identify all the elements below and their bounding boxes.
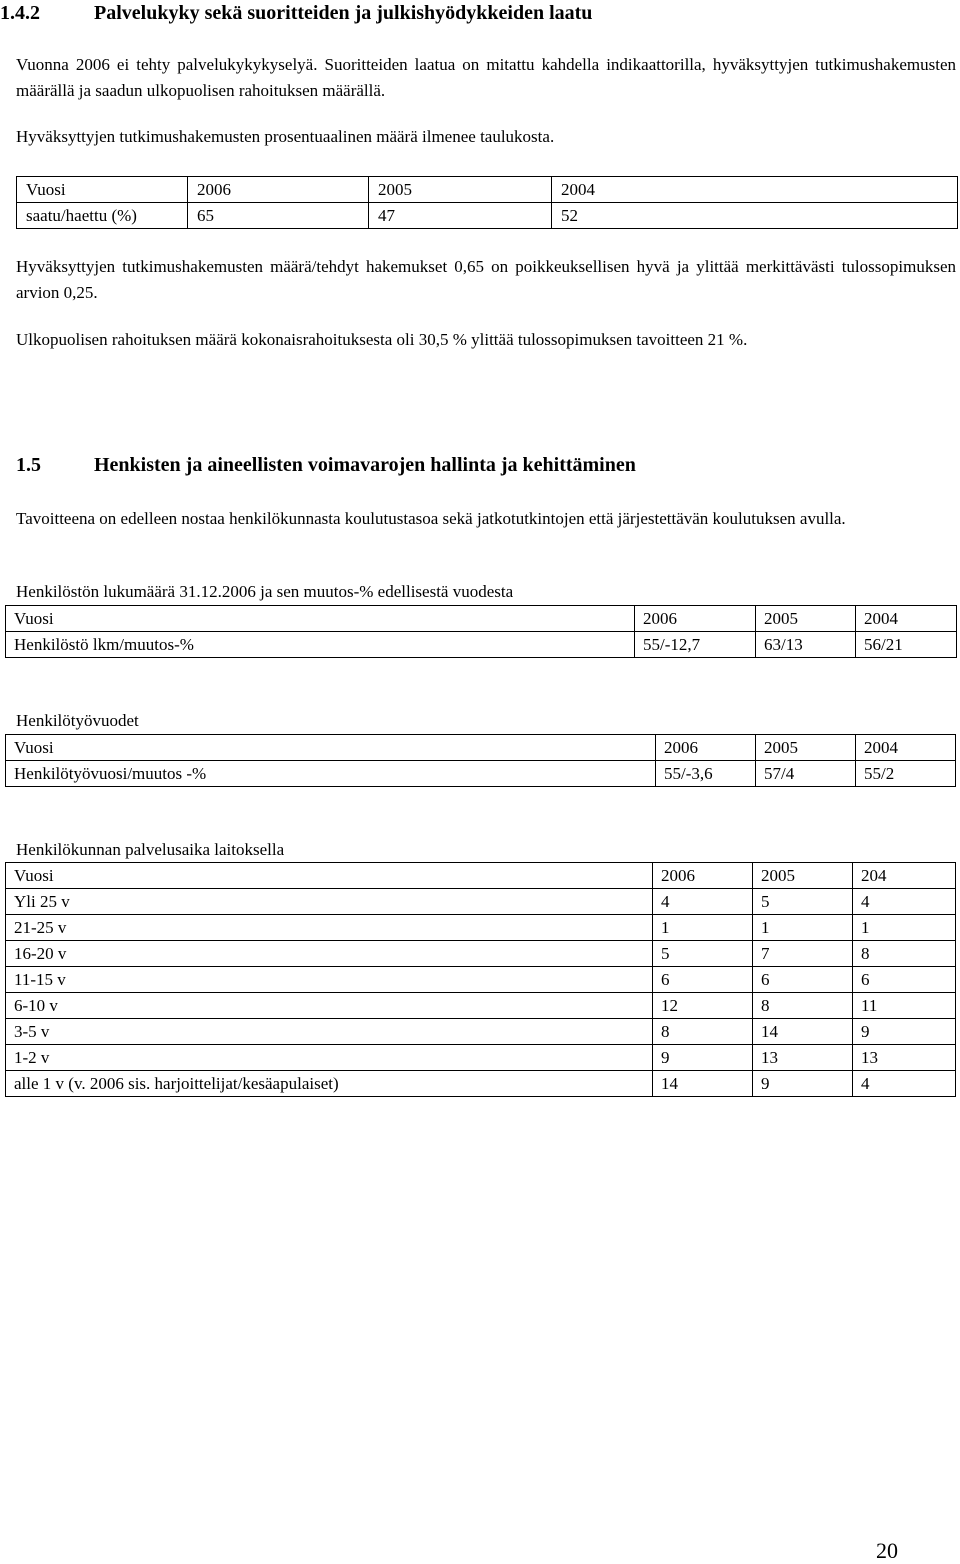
paragraph: Tavoitteena on edelleen nostaa henkilökunnasta koulutustasoa sekä jatkotutkintojen että järjestettävän koulutuksen avulla. bbox=[16, 509, 846, 528]
table-cell: 2005 bbox=[756, 606, 856, 632]
table-cell: 3-5 v bbox=[6, 1019, 653, 1045]
table-cell: 16-20 v bbox=[6, 941, 653, 967]
table-cell: 55/2 bbox=[856, 761, 956, 787]
table-cell: Vuosi bbox=[6, 863, 653, 889]
table-caption: Henkilöstön lukumäärä 31.12.2006 ja sen muutos-% edellisestä vuodesta bbox=[16, 582, 514, 601]
table-cell: 55/-12,7 bbox=[635, 632, 756, 658]
table-row bbox=[6, 967, 956, 993]
table-cell: 6 bbox=[753, 967, 853, 993]
service-time-table bbox=[5, 862, 956, 1097]
table-cell: 2006 bbox=[188, 177, 369, 203]
table-header-row bbox=[6, 606, 957, 632]
table-header-row bbox=[17, 177, 958, 203]
table-caption: Henkilötyövuodet bbox=[16, 711, 139, 730]
table-cell: 47 bbox=[369, 203, 552, 229]
table-cell: 204 bbox=[853, 863, 956, 889]
table-cell: 5 bbox=[753, 889, 853, 915]
table-cell: 65 bbox=[188, 203, 369, 229]
table-cell: Yli 25 v bbox=[6, 889, 653, 915]
table-cell: 4 bbox=[853, 889, 956, 915]
table-row bbox=[6, 632, 957, 658]
table-row bbox=[17, 203, 958, 229]
table-cell: 11 bbox=[853, 993, 956, 1019]
table-cell: 2006 bbox=[653, 863, 753, 889]
table-cell: Vuosi bbox=[6, 735, 656, 761]
table-cell: 9 bbox=[753, 1071, 853, 1097]
table-cell: 14 bbox=[753, 1019, 853, 1045]
section-title: Palvelukyky sekä suoritteiden ja julkishyödykkeiden laatu bbox=[94, 2, 593, 24]
table-cell: Henkilötyövuosi/muutos -% bbox=[6, 761, 656, 787]
table-row bbox=[6, 1071, 956, 1097]
table-cell: Vuosi bbox=[6, 606, 635, 632]
table-cell: 2006 bbox=[656, 735, 756, 761]
table-cell: 55/-3,6 bbox=[656, 761, 756, 787]
table-cell: 2004 bbox=[856, 606, 957, 632]
person-years-table bbox=[5, 734, 956, 787]
table-cell: 1-2 v bbox=[6, 1045, 653, 1071]
table-cell: 8 bbox=[853, 941, 956, 967]
table-cell: 2006 bbox=[635, 606, 756, 632]
table-cell: saatu/haettu (%) bbox=[17, 203, 188, 229]
table-cell: 21-25 v bbox=[6, 915, 653, 941]
table-cell: 2004 bbox=[856, 735, 956, 761]
table-cell: 2005 bbox=[756, 735, 856, 761]
table-row bbox=[6, 941, 956, 967]
table-cell: 1 bbox=[653, 915, 753, 941]
table-cell: Vuosi bbox=[17, 177, 188, 203]
table-cell: 5 bbox=[653, 941, 753, 967]
table-cell: 52 bbox=[552, 203, 958, 229]
table-cell: 4 bbox=[853, 1071, 956, 1097]
staff-count-table bbox=[5, 605, 957, 658]
table-cell: 12 bbox=[653, 993, 753, 1019]
table-cell: 7 bbox=[753, 941, 853, 967]
table-cell: 2004 bbox=[552, 177, 958, 203]
section-heading-1-4-2 bbox=[0, 1, 592, 25]
table-cell: 63/13 bbox=[756, 632, 856, 658]
paragraph: Vuonna 2006 ei tehty palvelukykykyselyä. Suoritteiden laatua on mitattu kahdella indikaattorilla, hyväksyttyjen tutkimushakemusten määrällä ja saadun ulkopuolisen rahoituksen määrällä. bbox=[16, 55, 956, 100]
table-cell: 2005 bbox=[753, 863, 853, 889]
table-cell: 1 bbox=[853, 915, 956, 941]
table-cell: 14 bbox=[653, 1071, 753, 1097]
table-header-row bbox=[6, 735, 956, 761]
table-cell: 13 bbox=[853, 1045, 956, 1071]
paragraph: Ulkopuolisen rahoituksen määrä kokonaisrahoituksesta oli 30,5 % ylittää tulossopimuksen tavoitteen 21 %. bbox=[16, 330, 748, 349]
paragraph: Hyväksyttyjen tutkimushakemusten määrä/tehdyt hakemukset 0,65 on poikkeuksellisen hyvä ja ylittää merkittävästi tulossopimuksen arvion 0,25. bbox=[16, 257, 956, 302]
table-cell: 13 bbox=[753, 1045, 853, 1071]
table-cell: 4 bbox=[653, 889, 753, 915]
table-row bbox=[6, 1019, 956, 1045]
table-cell: 1 bbox=[753, 915, 853, 941]
table-cell: alle 1 v (v. 2006 sis. harjoittelijat/kesäapulaiset) bbox=[6, 1071, 653, 1097]
table-row bbox=[6, 761, 956, 787]
table-cell: 9 bbox=[653, 1045, 753, 1071]
table-cell: 11-15 v bbox=[6, 967, 653, 993]
table-row bbox=[6, 993, 956, 1019]
section-number: 1.4.2 bbox=[0, 2, 40, 24]
table-cell: 9 bbox=[853, 1019, 956, 1045]
table-cell: 8 bbox=[753, 993, 853, 1019]
table-row bbox=[6, 889, 956, 915]
page-number: 20 bbox=[876, 1538, 898, 1563]
table-cell: 56/21 bbox=[856, 632, 957, 658]
section-title: Henkisten ja aineellisten voimavarojen hallinta ja kehittäminen bbox=[94, 454, 636, 476]
table-cell: Henkilöstö lkm/muutos-% bbox=[6, 632, 635, 658]
table-cell: 2005 bbox=[369, 177, 552, 203]
section-number: 1.5 bbox=[16, 454, 41, 476]
table-row bbox=[6, 915, 956, 941]
table-caption: Henkilökunnan palvelusaika laitoksella bbox=[16, 840, 285, 859]
table-row bbox=[6, 1045, 956, 1071]
table-cell: 57/4 bbox=[756, 761, 856, 787]
table-cell: 6 bbox=[653, 967, 753, 993]
applications-table bbox=[16, 176, 958, 229]
paragraph: Hyväksyttyjen tutkimushakemusten prosentuaalinen määrä ilmenee taulukosta. bbox=[16, 127, 555, 146]
table-cell: 8 bbox=[653, 1019, 753, 1045]
table-cell: 6 bbox=[853, 967, 956, 993]
section-heading-1-5 bbox=[16, 453, 636, 477]
table-header-row bbox=[6, 863, 956, 889]
table-cell: 6-10 v bbox=[6, 993, 653, 1019]
